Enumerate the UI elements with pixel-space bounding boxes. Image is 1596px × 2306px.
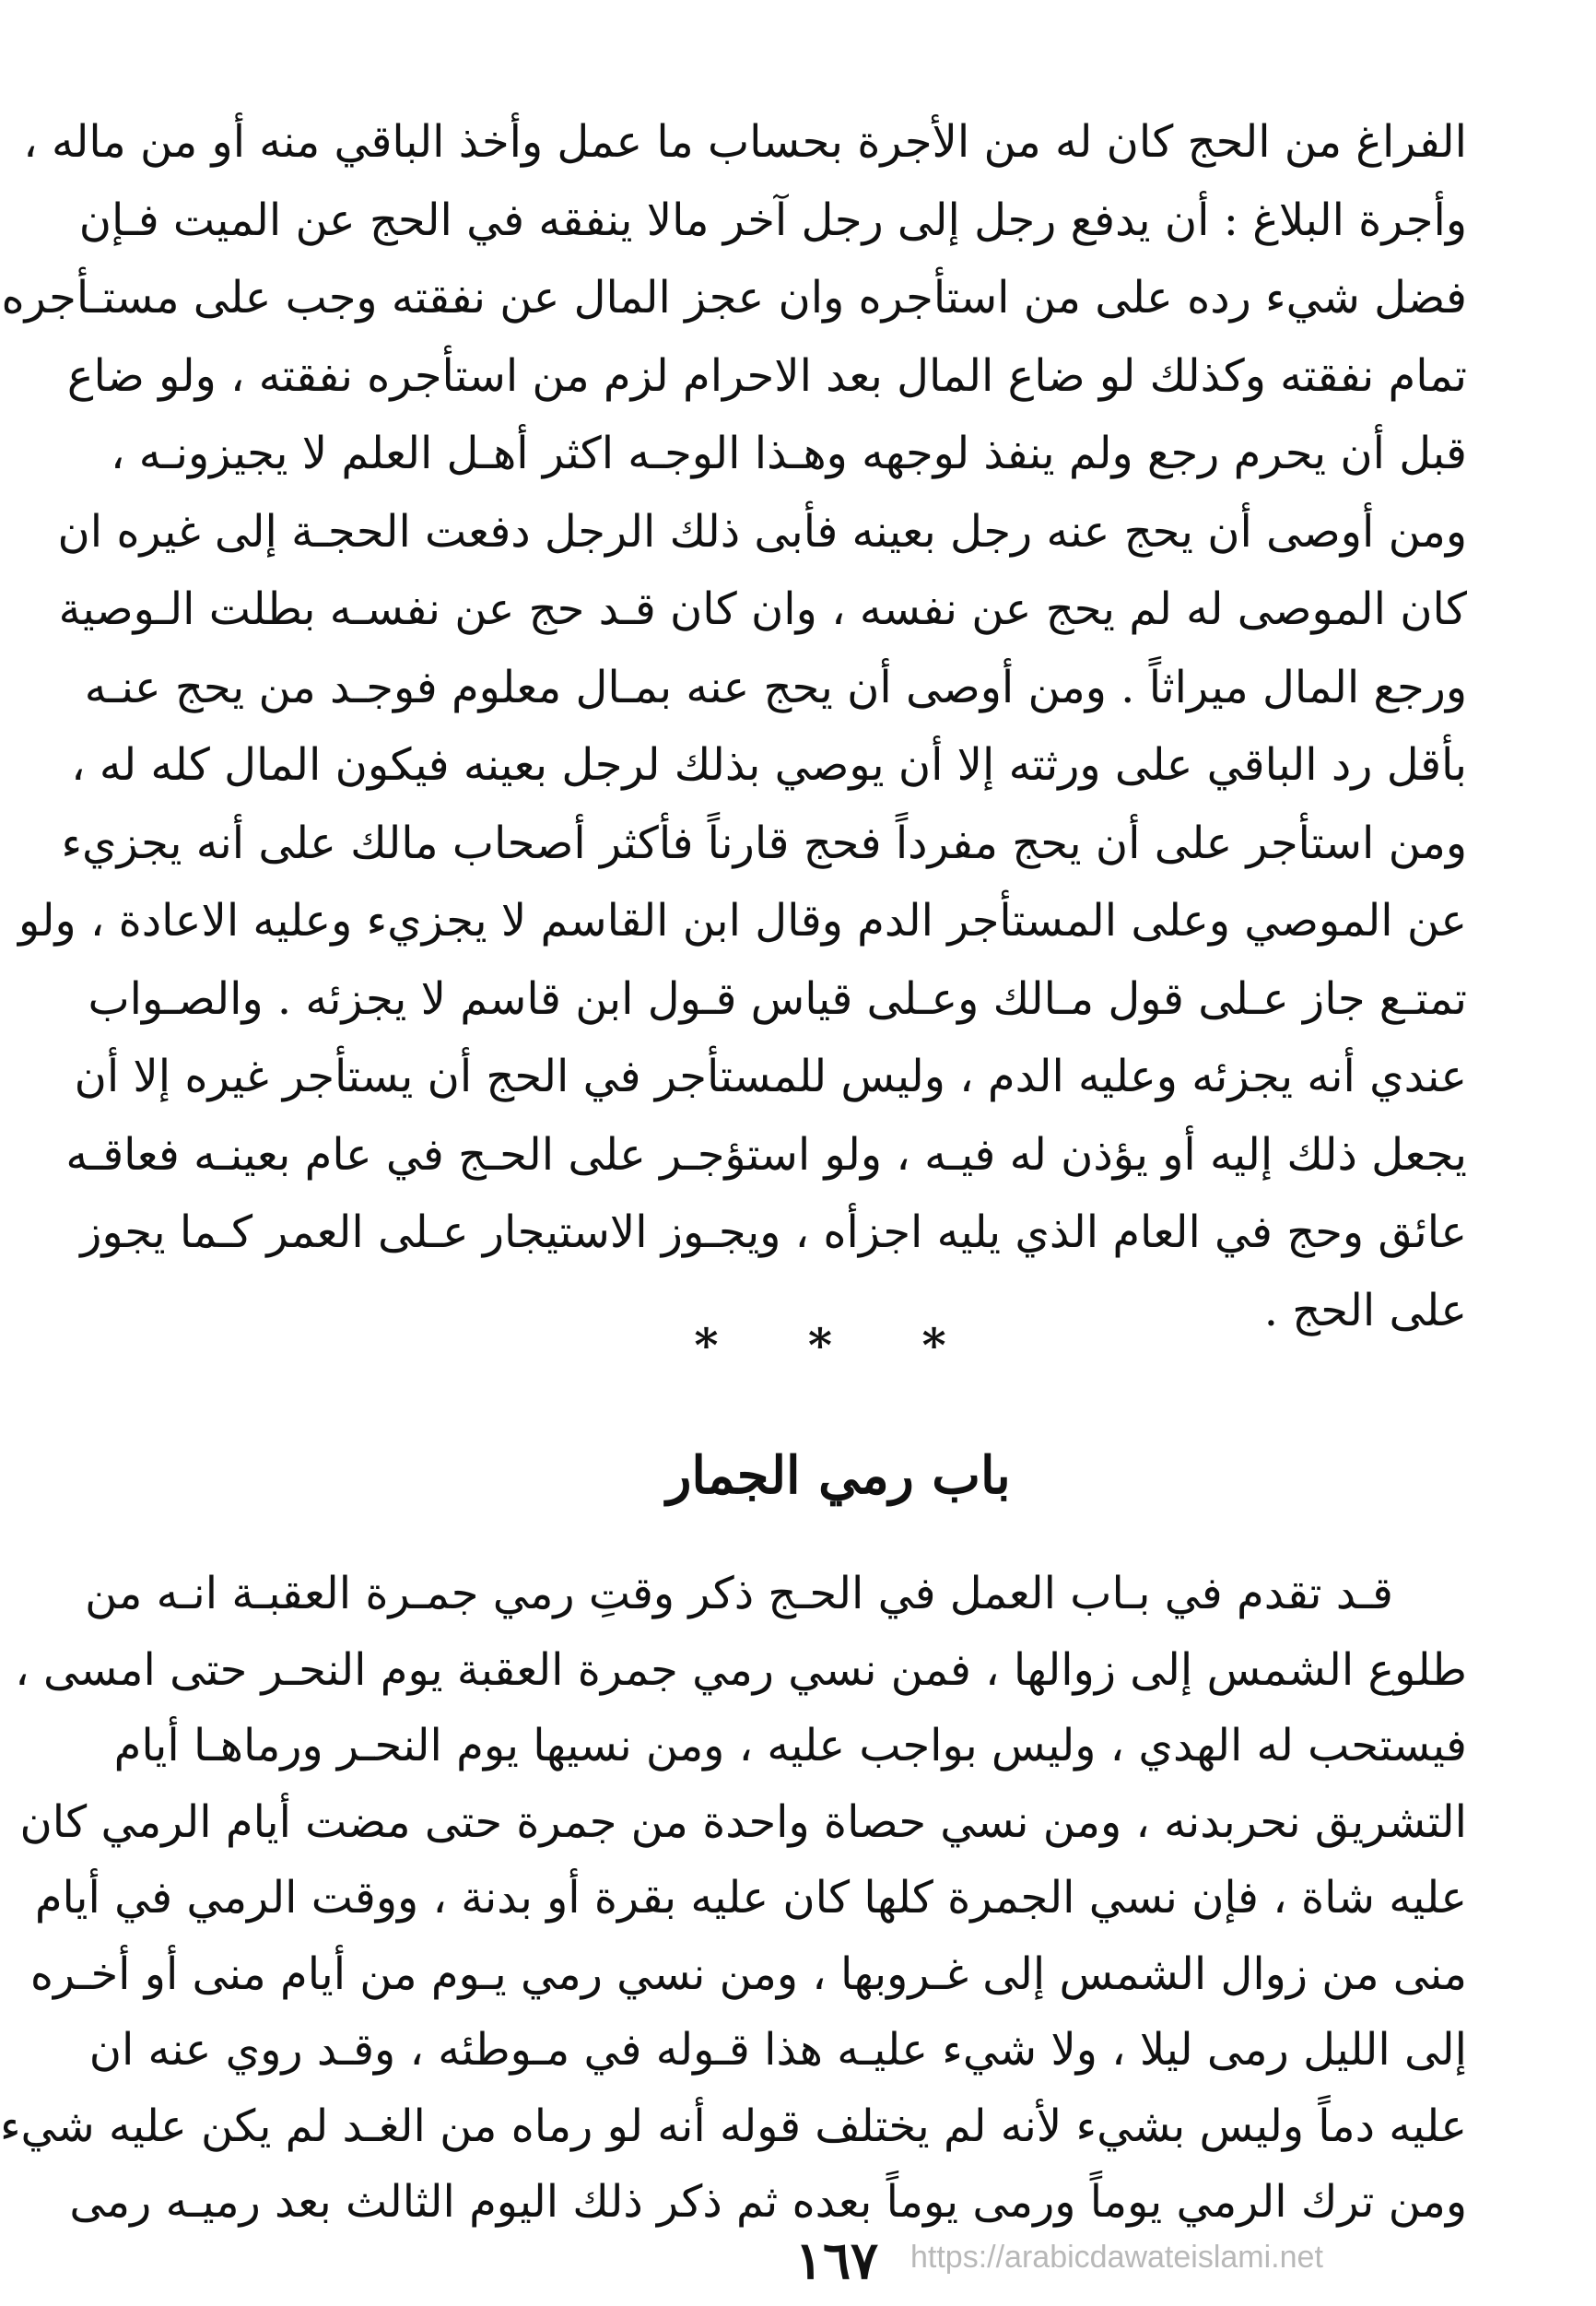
text-line: طلوع الشمس إلى زوالها ، فمن نسي رمي جمرة العقبة يوم النحـر حتى امسى ، [15, 1643, 1467, 1696]
text-line: قـد تقدم في بـاب العمل في الحـج ذكر وقتِ رمي جمـرة العقبـة انـه من [85, 1568, 1393, 1619]
text-line: ومن أوصى أن يحج عنه رجل بعينه فأبى ذلك الرجل دفعت الحجـة إلى غيره ان [57, 505, 1467, 558]
text-line: بأقل رد الباقي على ورثته إلا أن يوصي بذلك لرجل بعينه فيكون المال كله له ، [71, 739, 1467, 791]
text-line: عن الموصي وعلى المستأجر الدم وقال ابن القاسم لا يجزيء وعليه الاعادة ، ولو [18, 895, 1467, 947]
bottom-paragraph [0, 1556, 1467, 2241]
text-line: فضل شيء رده على من استأجره وان عجز المال عن نفقته وجب على مستـأجره [1, 272, 1467, 324]
top-paragraph [1, 103, 1467, 1349]
text-line: ومن ترك الرمي يوماً ورمى يوماً بعده ثم ذكر ذلك اليوم الثالث بعد رميـه رمى [69, 2176, 1467, 2228]
text-line: يجعل ذلك إليه أو يؤذن له فيـه ، ولو استؤجـر على الحـج في عام بعينـه فعاقـه [65, 1128, 1467, 1181]
text-line: فيستحب له الهدي ، وليس بواجب عليه ، ومن نسيها يوم النحـر ورماهـا أيام [113, 1720, 1467, 1771]
section-separator: * * * [694, 1318, 983, 1372]
page-number: ١٦٧ [794, 2230, 879, 2291]
text-line: عليه دماً وليس بشيء لأنه لم يختلف قوله أنه لو رماه من الغـد لم يكن عليه شيء [0, 2100, 1467, 2152]
text-line: وأجرة البلاغ : أن يدفع رجل إلى رجل آخر مالا ينفقه في الحج عن الميت فـإن [78, 194, 1467, 246]
text-line: ومن استأجر على أن يحج مفرداً فحج قارناً فأكثر أصحاب مالك على أنه يجزيء [61, 817, 1467, 869]
text-line: ورجع المال ميراثاً . ومن أوصى أن يحج عنه بمـال معلوم فوجـد من يحج عنـه [84, 661, 1467, 713]
text-line: الفراغ من الحج كان له من الأجرة بحساب ما عمل وأخذ الباقي منه أو من ماله ، [23, 116, 1467, 168]
text-line: إلى الليل رمى ليلا ، ولا شيء عليـه هذا قـوله في مـوطئه ، وقـد روي عنه ان [88, 2024, 1467, 2076]
watermark-url: https://arabicdawateislami.net [910, 2240, 1323, 2275]
text-line: تمتـع جاز عـلى قول مـالك وعـلى قياس قـول ابن قاسم لا يجزئه . والصـواب [88, 972, 1467, 1025]
text-line: على الحج . [1263, 1284, 1467, 1336]
text-line: التشريق نحربدنه ، ومن نسي حصاة واحدة من جمرة حتى مضت أيام الرمي كان [19, 1795, 1467, 1848]
chapter-title: باب رمي الجمار [666, 1445, 1011, 1506]
text-line: قبل أن يحرم رجع ولم ينفذ لوجهه وهـذا الوجـه اكثر أهـل العلم لا يجيزونـه ، [111, 428, 1467, 479]
text-line: تمام نفقته وكذلك لو ضاع المال بعد الاحرام لزم من استأجره نفقته ، ولو ضاع [66, 349, 1467, 402]
text-line: عليه شاة ، فإن نسي الجمرة كلها كان عليه بقرة أو بدنة ، ووقت الرمي في أيام [34, 1872, 1467, 1924]
text-line: منى من زوال الشمس إلى غـروبها ، ومن نسي رمي يـوم من أيام منى أو أخـره [29, 1947, 1467, 2000]
text-line: عائق وحج في العام الذي يليه اجزأه ، ويجـوز الاستيجار عـلى العمر كـما يجوز [80, 1206, 1467, 1258]
text-line: كان الموصى له لم يحج عن نفسه ، وان كان قـد حج عن نفسـه بطلت الـوصية [58, 583, 1467, 635]
text-line: عندي أنه يجزئه وعليه الدم ، وليس للمستأجر في الحج أن يستأجر غيره إلا أن [74, 1051, 1467, 1102]
